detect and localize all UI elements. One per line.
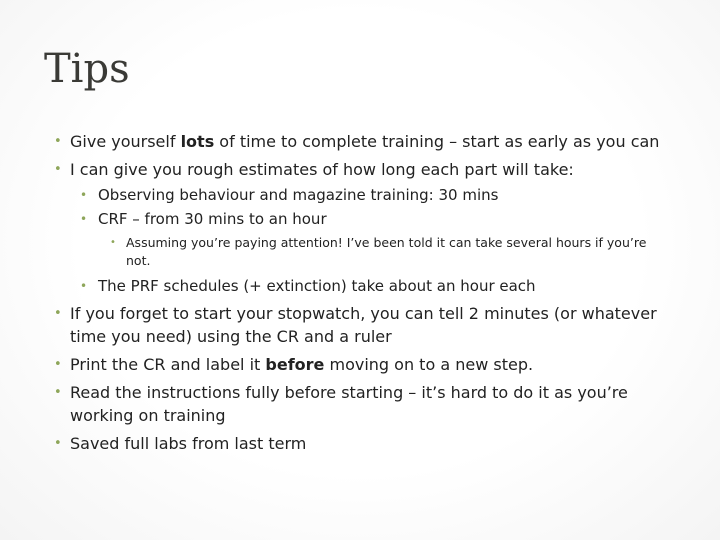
sub-list-item [74,276,660,297]
list-item-text: If you forget to start your stopwatch, you can tell 2 minutes (or whatever time you need) using the CR and a ruler [70,304,657,346]
text-run: Give yourself [70,132,181,151]
bullet-icon: • [54,134,62,149]
bullet-icon: • [80,279,88,293]
bullet-icon: • [80,212,88,226]
list-item [50,381,660,427]
list-item [50,302,660,348]
text-run: of time to complete training – start as early as you can [214,132,660,151]
list-item-text: Saved full labs from last term [70,434,307,453]
list-item [50,353,660,376]
sub-list-item-text: Observing behaviour and magazine training: 30 mins [98,186,499,204]
sub-sub-list [98,234,660,270]
bullet-list [50,130,660,455]
list-item-text [70,132,659,151]
text-run: moving on to a new step. [324,355,534,374]
list-item [50,432,660,455]
bullet-icon: • [54,436,62,451]
sub-list-item [74,209,660,270]
bold-text: before [265,355,325,374]
bullet-icon: • [80,188,88,202]
slide-title: Tips [44,46,130,92]
list-item [50,130,660,153]
text-run: Print the CR and label it [70,355,266,374]
bullet-icon: • [54,357,62,372]
sub-list-item [74,185,660,206]
sub-sub-list-item-text: Assuming you’re paying attention! I’ve been told it can take several hours if you’re not. [126,235,647,268]
sub-list-item-text: CRF – from 30 mins to an hour [98,210,327,228]
bullet-icon: • [54,306,62,321]
bullet-icon: • [54,385,62,400]
bold-text: lots [180,132,215,151]
list-item-text: Read the instructions fully before starting – it’s hard to do it as you’re working on training [70,383,628,425]
list-item-text [70,355,533,374]
sub-sub-list-item [98,234,660,270]
list-item [50,158,660,297]
sub-list-item-text: The PRF schedules (+ extinction) take about an hour each [98,277,536,295]
bullet-icon: • [110,237,116,248]
sub-list [70,185,660,297]
slide-body [50,130,660,455]
list-item-text: I can give you rough estimates of how long each part will take: [70,160,574,179]
bullet-icon: • [54,162,62,177]
